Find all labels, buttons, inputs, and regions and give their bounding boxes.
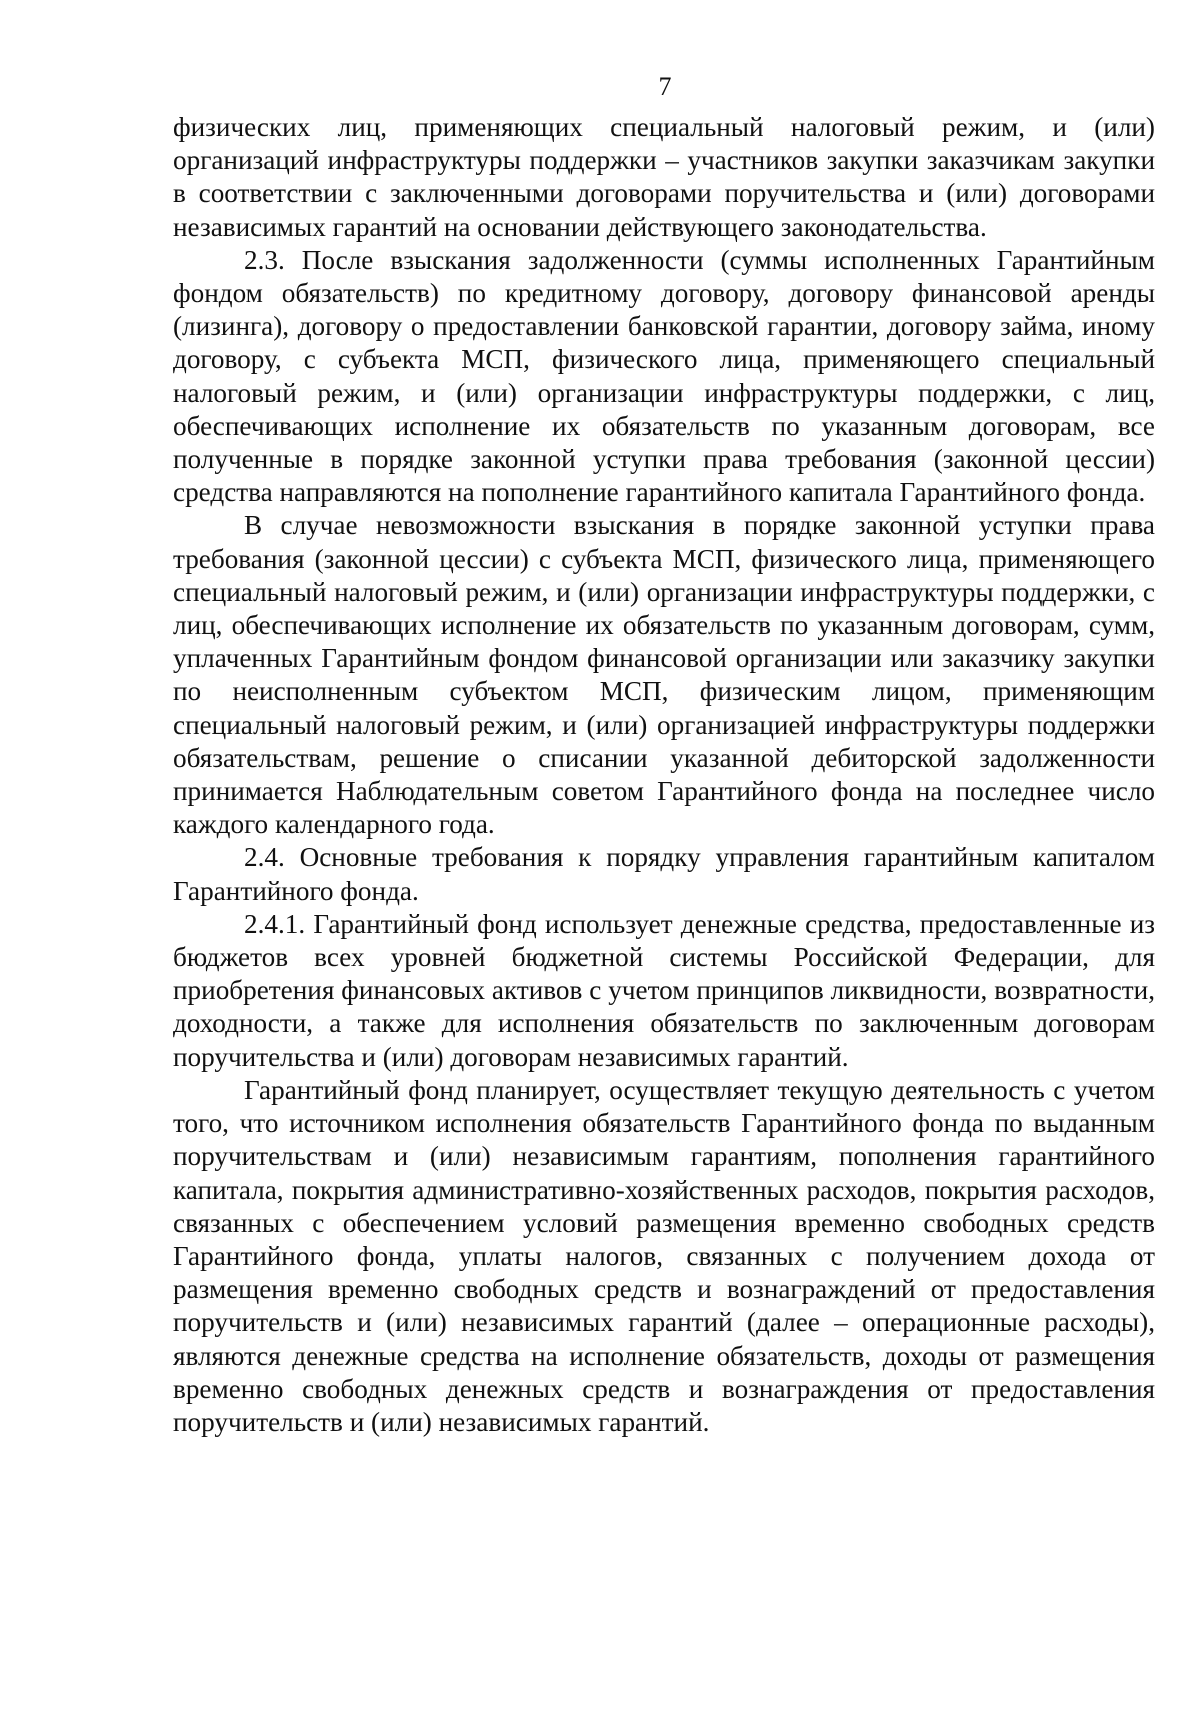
paragraph-2-3: 2.3. После взыскания задолженности (суммы исполненных Гарантийным фондом обязательств) по кредитному договору, договору финансовой аренды (лизинга), договору о предоставлении банковской гарантии, договору займа, иному договору, с субъекта МСП, физического лица, применяющего специальный налоговый режим, и (или) организации инфраструктуры поддержки, с лиц, обеспечивающих исполнение их обязательств по указанным договорам, все полученные в порядке законной уступки права требования (законной цессии) средства направляются на пополнение гарантийного капитала Гарантийного фонда. — [173, 244, 1155, 508]
document-body — [173, 111, 1155, 1439]
paragraph-write-off: В случае невозможности взыскания в порядке законной уступки права требования (законной цессии) с субъекта МСП, физического лица, применяющего специальный налоговый режим, и (или) организации инфраструктуры поддержки, с лиц, обеспечивающих исполнение их обязательств по указанным договорам, сумм, уплаченных Гарантийным фондом финансовой организации или заказчику закупки по неисполненным субъектом МСП, физическим лицом, применяющим специальный налоговый режим, и (или) организацией инфраструктуры поддержки обязательствам, решение о списании указанной дебиторской задолженности принимается Наблюдательным советом Гарантийного фонда на последнее число каждого календарного года. — [173, 510, 1155, 840]
paragraph-2-4-1: 2.4.1. Гарантийный фонд использует денежные средства, предоставленные из бюджетов всех уровней бюджетной системы Российской Федерации, для приобретения финансовых активов с учетом принципов ликвидности, возвратности, доходности, а также для исполнения обязательств по заключенным договорам поручительства и (или) договорам независимых гарантий. — [173, 908, 1155, 1072]
paragraph-operations: Гарантийный фонд планирует, осуществляет текущую деятельность с учетом того, что источником исполнения обязательств Гарантийного фонда по выданным поручительствам и (или) независимым гарантиям, пополнения гарантийного капитала, покрытия административно-хозяйственных расходов, покрытия расходов, связанных с обеспечением условий размещения временно свободных средств Гарантийного фонда, уплаты налогов, связанных с получением дохода от размещения временно свободных средств и вознаграждений от предоставления поручительств и (или) независимых гарантий (далее – операционные расходы), являются денежные средства на исполнение обязательств, доходы от размещения временно свободных денежных средств и вознаграждения от предоставления поручительств и (или) независимых гарантий. — [173, 1074, 1155, 1437]
paragraph-continuation: физических лиц, применяющих специальный налоговый режим, и (или) организаций инфраструктуры поддержки – участников закупки заказчикам закупки в соответствии с заключенными договорами поручительства и (или) договорами независимых гарантий на основании действующего законодательства. — [173, 112, 1155, 242]
page-number: 7 — [658, 72, 672, 101]
paragraph-2-4: 2.4. Основные требования к порядку управления гарантийным капиталом Гарантийного фонда. — [173, 842, 1155, 906]
